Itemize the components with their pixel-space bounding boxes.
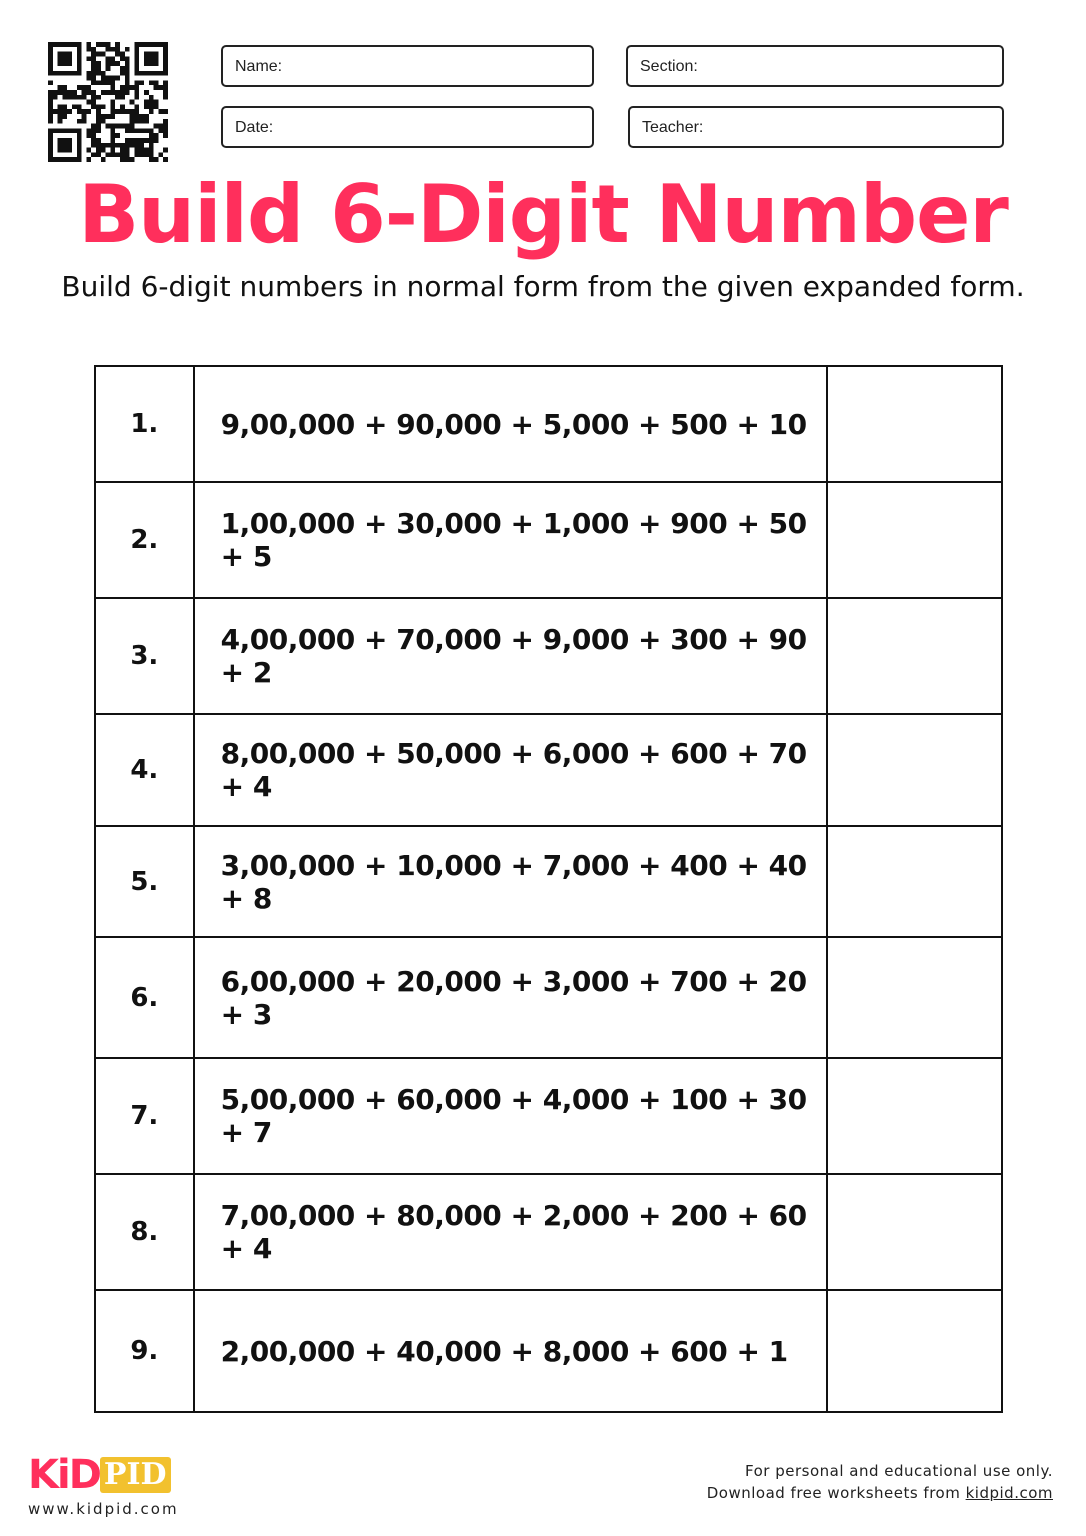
answer-cell[interactable] — [827, 482, 1002, 598]
teacher-field[interactable] — [628, 106, 1004, 148]
answer-cell[interactable] — [827, 714, 1002, 826]
logo-pid: PID — [100, 1457, 171, 1493]
expanded-form: 5,00,000 + 60,000 + 4,000 + 100 + 30 + 7 — [194, 1058, 827, 1174]
footer — [707, 1460, 1053, 1504]
table-row — [95, 937, 1002, 1058]
answer-cell[interactable] — [827, 1290, 1002, 1412]
teacher-label: Teacher: — [642, 119, 704, 136]
footer-line2: Download free worksheets from — [706, 1484, 966, 1502]
question-number: 5. — [95, 826, 194, 937]
answer-cell[interactable] — [827, 1174, 1002, 1290]
table-row — [95, 714, 1002, 826]
logo-kid: KiD — [28, 1452, 100, 1498]
kidpid-logo — [28, 1452, 179, 1518]
table-row — [95, 366, 1002, 482]
footer-line1: For personal and educational use only. — [745, 1462, 1053, 1480]
qr-code — [48, 42, 168, 162]
page-title: Build 6-Digit Number — [78, 168, 1008, 261]
question-number: 6. — [95, 937, 194, 1058]
answer-cell[interactable] — [827, 937, 1002, 1058]
table-row — [95, 1058, 1002, 1174]
answer-cell[interactable] — [827, 1058, 1002, 1174]
question-number: 7. — [95, 1058, 194, 1174]
kidpid-link[interactable]: kidpid.com — [965, 1484, 1053, 1502]
question-number: 2. — [95, 482, 194, 598]
question-number: 3. — [95, 598, 194, 714]
worksheet-table — [94, 365, 1003, 1413]
instructions: Build 6-digit numbers in normal form from the given expanded form. — [61, 270, 1025, 303]
table-row — [95, 1290, 1002, 1412]
table-row — [95, 482, 1002, 598]
question-number: 1. — [95, 366, 194, 482]
section-label: Section: — [640, 58, 698, 75]
expanded-form: 2,00,000 + 40,000 + 8,000 + 600 + 1 — [194, 1290, 827, 1412]
table-row — [95, 598, 1002, 714]
date-field[interactable] — [221, 106, 594, 148]
expanded-form: 9,00,000 + 90,000 + 5,000 + 500 + 10 — [194, 366, 827, 482]
expanded-form: 7,00,000 + 80,000 + 2,000 + 200 + 60 + 4 — [194, 1174, 827, 1290]
expanded-form: 6,00,000 + 20,000 + 3,000 + 700 + 20 + 3 — [194, 937, 827, 1058]
expanded-form: 1,00,000 + 30,000 + 1,000 + 900 + 50 + 5 — [194, 482, 827, 598]
table-row — [95, 1174, 1002, 1290]
date-label: Date: — [235, 119, 274, 136]
expanded-form: 8,00,000 + 50,000 + 6,000 + 600 + 70 + 4 — [194, 714, 827, 826]
expanded-form: 3,00,000 + 10,000 + 7,000 + 400 + 40 + 8 — [194, 826, 827, 937]
answer-cell[interactable] — [827, 826, 1002, 937]
section-field[interactable] — [626, 45, 1004, 87]
logo-url: www.kidpid.com — [28, 1500, 179, 1518]
table-row — [95, 826, 1002, 937]
question-number: 9. — [95, 1290, 194, 1412]
answer-cell[interactable] — [827, 366, 1002, 482]
answer-cell[interactable] — [827, 598, 1002, 714]
question-number: 4. — [95, 714, 194, 826]
name-label: Name: — [235, 58, 283, 75]
question-number: 8. — [95, 1174, 194, 1290]
expanded-form: 4,00,000 + 70,000 + 9,000 + 300 + 90 + 2 — [194, 598, 827, 714]
name-field[interactable] — [221, 45, 594, 87]
